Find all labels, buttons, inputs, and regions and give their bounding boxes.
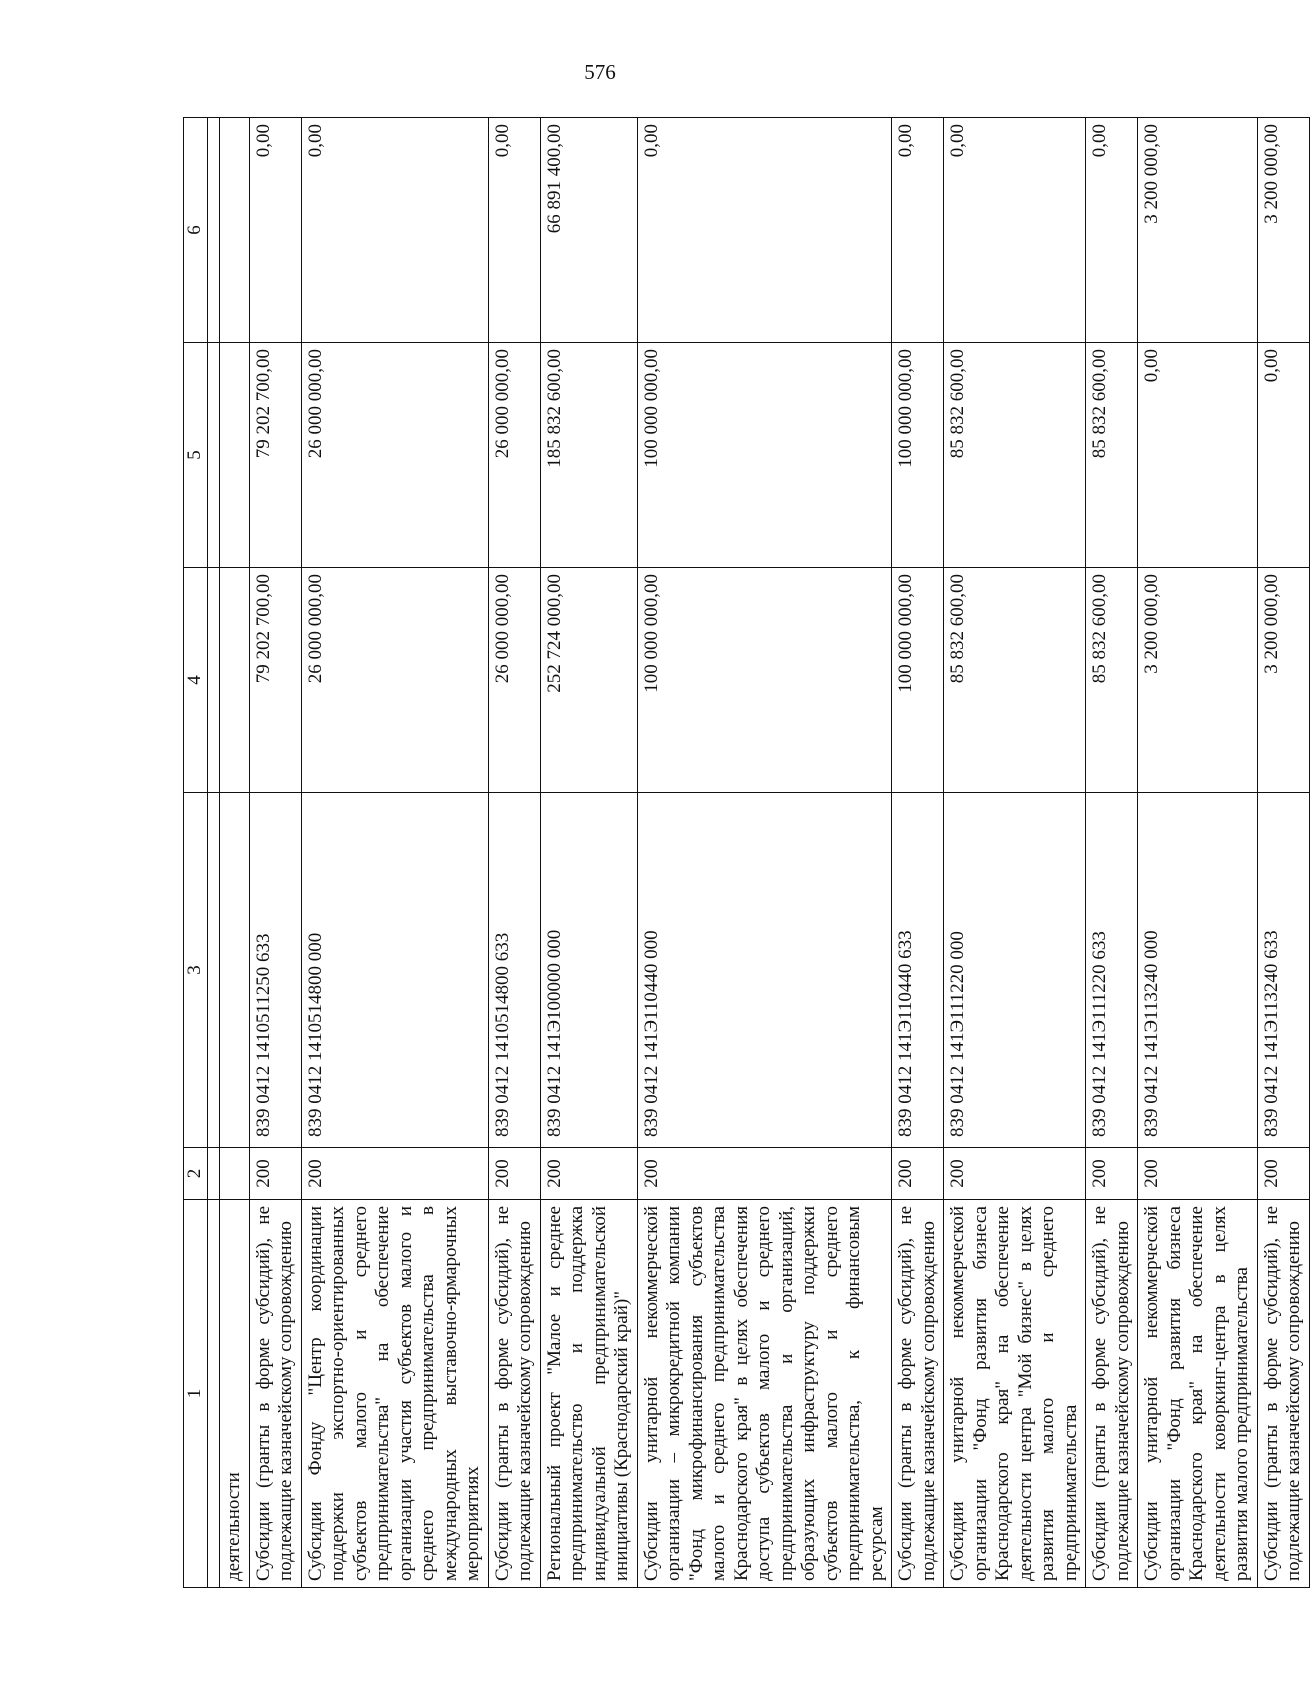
row-kbk: 839 0412 141Э110440 633 <box>892 793 944 1148</box>
column-header: 4 <box>184 568 208 793</box>
row-name: Субсидии (гранты в форме субсидий), не подлежащие казначейскому сопровождению <box>1086 1200 1138 1588</box>
row-amount-6: 0,00 <box>488 118 540 343</box>
row-kbk: 839 0412 141Э110440 000 <box>637 793 892 1148</box>
row-kbk: 839 0412 141Э111220 633 <box>1086 793 1138 1148</box>
table-row <box>488 118 540 1588</box>
row-code: 200 <box>249 1148 301 1200</box>
header-spacer-row <box>208 118 220 1588</box>
row-amount-4: 79 202 700,00 <box>249 568 301 793</box>
row-amount-6: 0,00 <box>1086 118 1138 343</box>
table-row <box>1257 118 1309 1588</box>
row-code: 200 <box>892 1148 944 1200</box>
row-amount-5: 100 000 000,00 <box>637 343 892 568</box>
row-name: Субсидии (гранты в форме субсидий), не подлежащие казначейскому сопровождению <box>488 1200 540 1588</box>
row-code: 200 <box>1257 1148 1309 1200</box>
table-row <box>637 118 892 1588</box>
row-amount-5: 85 832 600,00 <box>1086 343 1138 568</box>
column-header: 3 <box>184 793 208 1148</box>
row-name: Региональный проект "Малое и среднее предпринимательство и поддержка индивидуальной предпринимательской инициативы (Краснодарский край)" <box>540 1200 637 1588</box>
budget-table <box>183 117 1310 1588</box>
column-header: 6 <box>184 118 208 343</box>
row-amount-5: 26 000 000,00 <box>301 343 488 568</box>
row-amount-6: 0,00 <box>637 118 892 343</box>
row-amount-5: 185 832 600,00 <box>540 343 637 568</box>
row-amount-4: 252 724 000,00 <box>540 568 637 793</box>
row-code: 200 <box>944 1148 1086 1200</box>
row-name: Субсидии (гранты в форме субсидий), не подлежащие казначейскому сопровождению <box>249 1200 301 1588</box>
row-amount-5: 26 000 000,00 <box>488 343 540 568</box>
row-amount-5: 100 000 000,00 <box>892 343 944 568</box>
row-amount-6: 0,00 <box>892 118 944 343</box>
row-amount-5: 0,00 <box>1138 343 1258 568</box>
table-row <box>892 118 944 1588</box>
row-code: 200 <box>540 1148 637 1200</box>
row-amount-6: 0,00 <box>301 118 488 343</box>
table-row <box>540 118 637 1588</box>
row-name: Субсидии унитарной некоммерческой организации "Фонд развития бизнеса Краснодарского края" на обеспечение деятельности центра "Мой бизнес" в целях развития малого и среднего предпринимательства <box>944 1200 1086 1588</box>
table-row <box>944 118 1086 1588</box>
column-header: 5 <box>184 343 208 568</box>
row-name: Субсидии Фонду "Центр координации поддержки экспортно-ориентированных субъектов малого и среднего предпринимательства" на обеспечение организации участия субъектов малого и среднего предпринимательства в международных выставочно-ярмарочных мероприятиях <box>301 1200 488 1588</box>
table-row <box>1086 118 1138 1588</box>
table-row <box>301 118 488 1588</box>
row-amount-6: 0,00 <box>944 118 1086 343</box>
row-code: 200 <box>1138 1148 1258 1200</box>
row-code: 200 <box>637 1148 892 1200</box>
column-header: 2 <box>184 1148 208 1200</box>
row-code <box>220 1148 250 1200</box>
row-name: Субсидии (гранты в форме субсидий), не подлежащие казначейскому сопровождению <box>892 1200 944 1588</box>
row-kbk: 839 0412 141Э113240 633 <box>1257 793 1309 1148</box>
table-row <box>249 118 301 1588</box>
row-kbk: 839 0412 141Э113240 000 <box>1138 793 1258 1148</box>
row-amount-6 <box>220 118 250 343</box>
row-amount-4: 26 000 000,00 <box>488 568 540 793</box>
row-amount-5: 0,00 <box>1257 343 1309 568</box>
row-kbk <box>220 793 250 1148</box>
row-name: Субсидии унитарной некоммерческой организации – микрокредитной компании "Фонд микрофинансирования субъектов малого и среднего предпринимательства Краснодарского края" в целях обеспечения доступа субъектов малого и среднего предпринимательства и организаций, образующих инфраструктуру поддержки субъектов малого и среднего предпринимательства, к финансовым ресурсам <box>637 1200 892 1588</box>
row-amount-4: 85 832 600,00 <box>944 568 1086 793</box>
row-amount-4: 3 200 000,00 <box>1138 568 1258 793</box>
row-kbk: 839 0412 1410514800 000 <box>301 793 488 1148</box>
row-amount-5: 79 202 700,00 <box>249 343 301 568</box>
row-code: 200 <box>1086 1148 1138 1200</box>
row-name: Субсидии унитарной некоммерческой организации "Фонд развития бизнеса Краснодарского края" на обеспечение деятельности коворкинг-центра в целях развития малого предпринимательства <box>1138 1200 1258 1588</box>
budget-table-rotated <box>183 118 1304 1588</box>
row-amount-6: 0,00 <box>249 118 301 343</box>
row-amount-5 <box>220 343 250 568</box>
row-amount-6: 66 891 400,00 <box>540 118 637 343</box>
row-amount-4 <box>220 568 250 793</box>
row-kbk: 839 0412 141Э111220 000 <box>944 793 1086 1148</box>
row-kbk: 839 0412 141Э100000 000 <box>540 793 637 1148</box>
table-body <box>220 118 1310 1588</box>
row-amount-4: 26 000 000,00 <box>301 568 488 793</box>
page-number: 576 <box>584 60 616 84</box>
row-kbk: 839 0412 1410514800 633 <box>488 793 540 1148</box>
table-row <box>1138 118 1258 1588</box>
row-amount-4: 85 832 600,00 <box>1086 568 1138 793</box>
row-name: деятельности <box>220 1200 250 1588</box>
row-name: Субсидии (гранты в форме субсидий), не подлежащие казначейскому сопровождению <box>1257 1200 1309 1588</box>
table-row <box>220 118 250 1588</box>
row-amount-4: 100 000 000,00 <box>637 568 892 793</box>
row-amount-4: 3 200 000,00 <box>1257 568 1309 793</box>
row-kbk: 839 0412 1410511250 633 <box>249 793 301 1148</box>
row-amount-5: 85 832 600,00 <box>944 343 1086 568</box>
column-number-row <box>184 118 208 1588</box>
row-code: 200 <box>301 1148 488 1200</box>
row-amount-6: 3 200 000,00 <box>1257 118 1309 343</box>
column-header: 1 <box>184 1200 208 1588</box>
row-amount-6: 3 200 000,00 <box>1138 118 1258 343</box>
row-amount-4: 100 000 000,00 <box>892 568 944 793</box>
row-code: 200 <box>488 1148 540 1200</box>
